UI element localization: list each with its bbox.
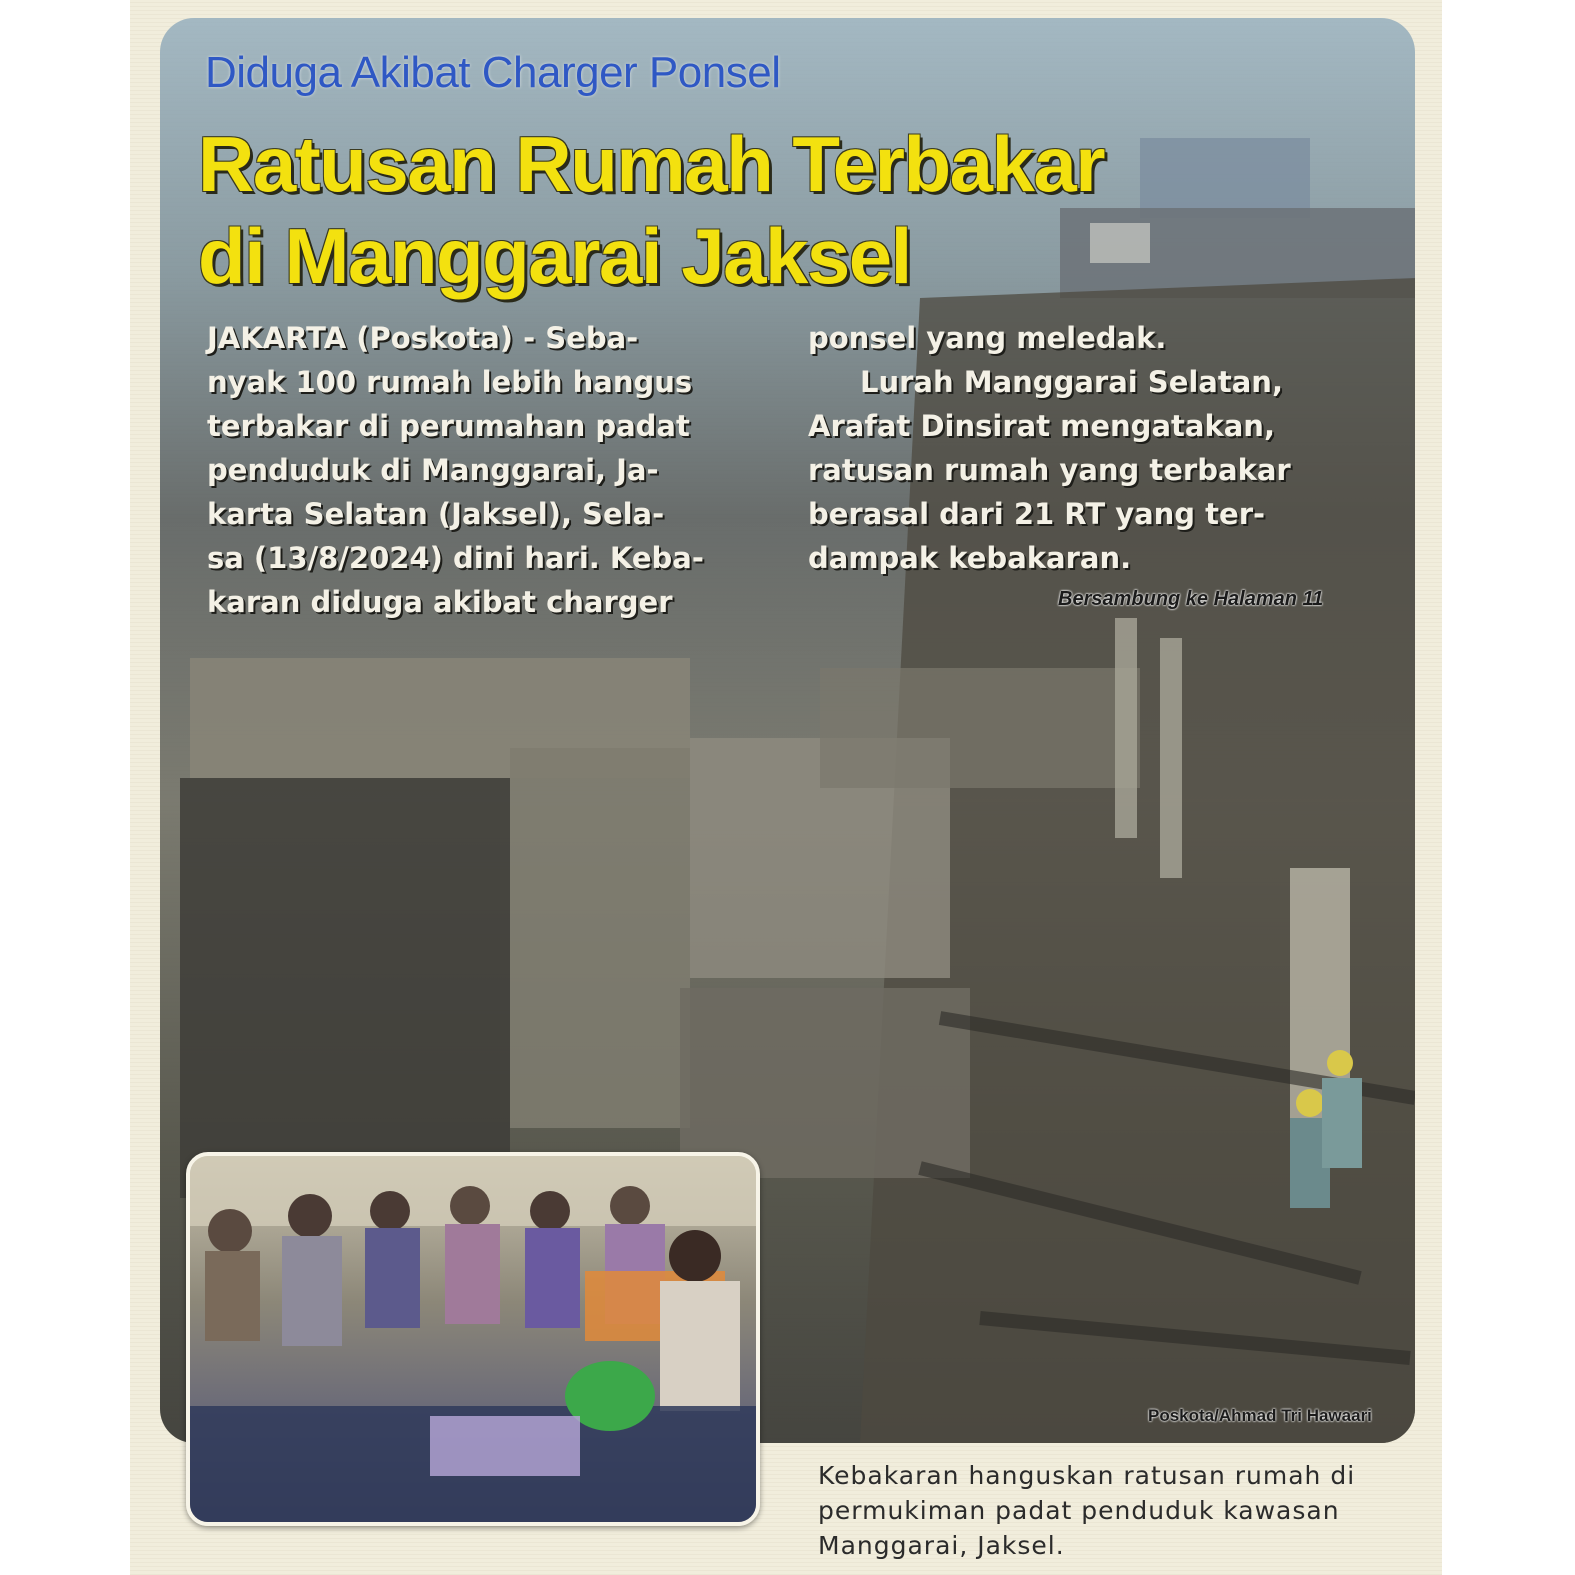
body-line: penduduk di Manggarai, Ja-: [207, 453, 659, 487]
inset-photo-scene: [190, 1156, 756, 1522]
body-line: Arafat Dinsirat mengatakan,: [808, 409, 1275, 443]
caption-line: permukiman padat penduduk kawasan: [818, 1496, 1340, 1525]
caption-line: Manggarai, Jaksel.: [818, 1531, 1065, 1560]
body-line: nyak 100 rumah lebih hangus: [207, 365, 693, 399]
continued-on-page: Bersambung ke Halaman 11: [1058, 588, 1324, 610]
body-line: ratusan rumah yang terbakar: [808, 453, 1291, 487]
caption-line: Kebakaran hanguskan ratusan rumah di: [818, 1461, 1356, 1490]
headline-line-2: di Manggarai Jaksel: [198, 212, 911, 300]
body-line: karan diduga akibat charger: [207, 585, 673, 619]
photo-caption: [818, 1458, 1414, 1563]
headline-line-1: Ratusan Rumah Terbakar: [198, 120, 1105, 208]
photo-credit: Poskota/Ahmad Tri Hawaari: [1148, 1406, 1372, 1425]
body-line: berasal dari 21 RT yang ter-: [808, 497, 1266, 531]
body-line: JAKARTA (Poskota) - Seba-: [207, 321, 639, 355]
body-line: ponsel yang meledak.: [808, 321, 1167, 355]
inset-photo-evacuees: [186, 1152, 760, 1526]
article-headline: [198, 118, 1198, 302]
article-body-left-column: [207, 316, 767, 624]
body-line: karta Selatan (Jaksel), Sela-: [207, 497, 665, 531]
body-line: dampak kebakaran.: [808, 541, 1132, 575]
body-line: terbakar di perumahan padat: [207, 409, 690, 443]
article-kicker: Diduga Akibat Charger Ponsel: [205, 48, 781, 97]
article-body-right-column: [808, 316, 1368, 580]
body-line: sa (13/8/2024) dini hari. Keba-: [207, 541, 704, 575]
body-line: Lurah Manggarai Selatan,: [860, 365, 1283, 399]
